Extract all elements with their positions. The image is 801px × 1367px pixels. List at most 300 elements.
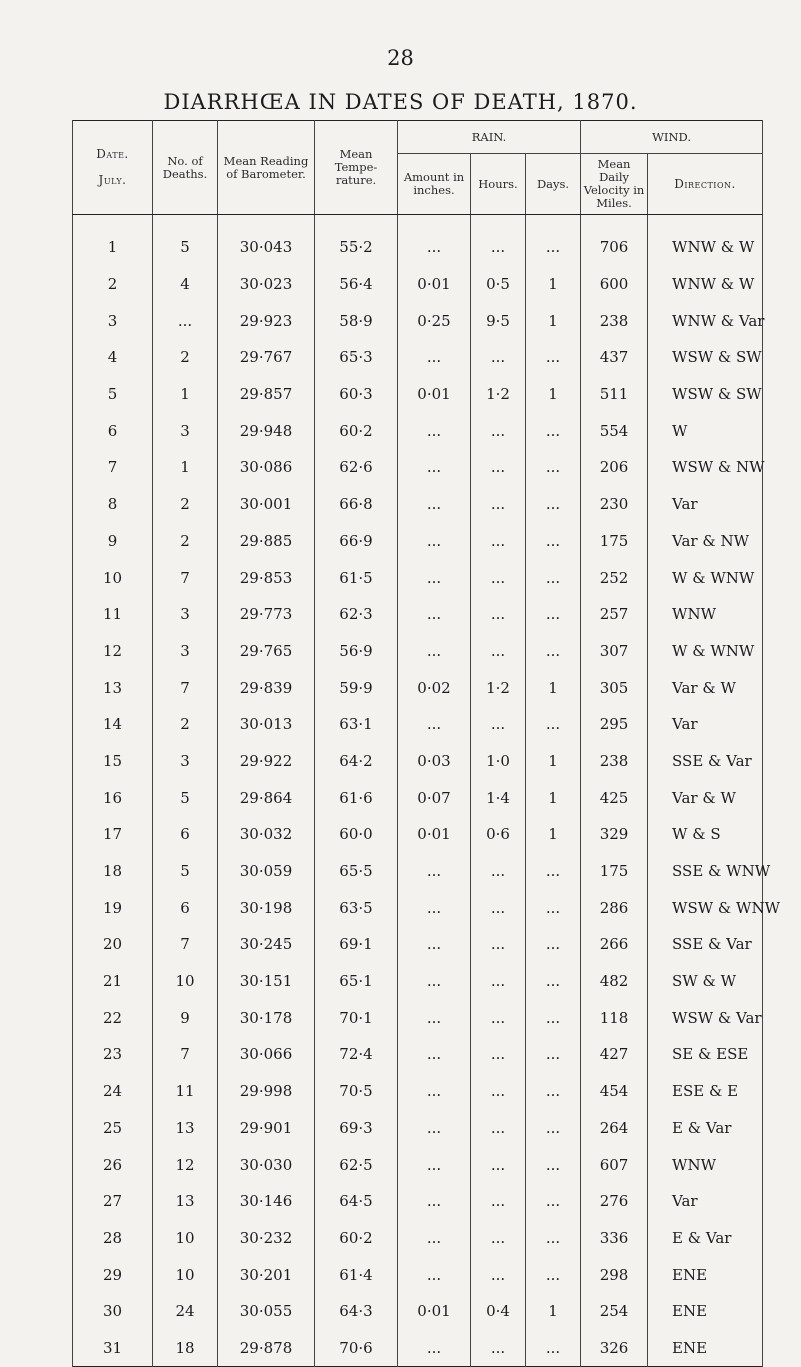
- wind-direction-cell: WNW & W: [648, 229, 763, 266]
- deaths-cell: 6: [153, 889, 218, 926]
- barometer-cell: 30·146: [218, 1183, 315, 1220]
- rain-amount-cell: ...: [398, 596, 471, 633]
- rain-days-cell: ...: [526, 706, 581, 743]
- rain-days-cell: ...: [526, 963, 581, 1000]
- wind-velocity-cell: 307: [581, 633, 648, 670]
- rain-days-cell: 1: [526, 743, 581, 780]
- barometer-cell: 30·032: [218, 816, 315, 853]
- date-cell: 19: [73, 889, 153, 926]
- date-cell: 22: [73, 999, 153, 1036]
- temperature-cell: 64·3: [315, 1293, 398, 1330]
- wind-direction-cell: W & WNW: [648, 559, 763, 596]
- barometer-cell: 29·885: [218, 523, 315, 560]
- date-column-header: [73, 121, 153, 215]
- rain-amount-cell: ...: [398, 1330, 471, 1367]
- rain-amount-cell: 0·25: [398, 302, 471, 339]
- table-body: [73, 215, 780, 1367]
- wind-direction-cell: SW & W: [648, 963, 763, 1000]
- table-row: [73, 816, 763, 853]
- rain-hours-cell: ...: [471, 1036, 526, 1073]
- deaths-cell: 13: [153, 1183, 218, 1220]
- rain-hours-cell: ...: [471, 449, 526, 486]
- rain-days-header: Days.: [526, 154, 581, 215]
- wind-group-header: WIND.: [581, 121, 763, 154]
- wind-direction-cell: SSE & Var: [648, 926, 763, 963]
- deaths-cell: 7: [153, 559, 218, 596]
- deaths-cell: 7: [153, 1036, 218, 1073]
- temperature-cell: 56·4: [315, 266, 398, 303]
- date-cell: 10: [73, 559, 153, 596]
- rain-hours-cell: ...: [471, 559, 526, 596]
- wind-direction-cell: WNW: [648, 1146, 763, 1183]
- temperature-cell: 62·6: [315, 449, 398, 486]
- temperature-column-header: Mean Tempe-rature.: [315, 121, 398, 215]
- rain-days-cell: ...: [526, 339, 581, 376]
- barometer-cell: 30·232: [218, 1220, 315, 1257]
- barometer-cell: 29·864: [218, 779, 315, 816]
- wind-velocity-header: Mean Daily Velocity in Miles.: [581, 154, 648, 215]
- rain-hours-cell: ...: [471, 633, 526, 670]
- barometer-cell: 30·201: [218, 1256, 315, 1293]
- barometer-cell: 29·765: [218, 633, 315, 670]
- rain-days-cell: ...: [526, 1073, 581, 1110]
- table-row: [73, 779, 763, 816]
- temperature-cell: 61·5: [315, 559, 398, 596]
- rain-hours-cell: ...: [471, 412, 526, 449]
- wind-direction-cell: WSW & WNW: [648, 889, 763, 926]
- wind-direction-cell: SSE & Var: [648, 743, 763, 780]
- temperature-cell: 65·3: [315, 339, 398, 376]
- barometer-cell: 29·857: [218, 376, 315, 413]
- table-row: [73, 926, 763, 963]
- table-row: [73, 486, 763, 523]
- rain-amount-cell: ...: [398, 926, 471, 963]
- date-cell: 3: [73, 302, 153, 339]
- rain-hours-cell: ...: [471, 229, 526, 266]
- wind-velocity-cell: 298: [581, 1256, 648, 1293]
- temperature-cell: 69·3: [315, 1110, 398, 1147]
- table-row: [73, 266, 763, 303]
- table-row: [73, 669, 763, 706]
- temperature-cell: 60·2: [315, 412, 398, 449]
- table-row: [73, 1073, 763, 1110]
- wind-direction-cell: Var & W: [648, 669, 763, 706]
- barometer-cell: 29·773: [218, 596, 315, 633]
- temperature-cell: 60·3: [315, 376, 398, 413]
- rain-hours-cell: 9·5: [471, 302, 526, 339]
- rain-days-cell: ...: [526, 486, 581, 523]
- wind-direction-cell: E & Var: [648, 1110, 763, 1147]
- table-row: [73, 853, 763, 890]
- rain-hours-cell: ...: [471, 1073, 526, 1110]
- temperature-cell: 70·5: [315, 1073, 398, 1110]
- rain-hours-cell: ...: [471, 523, 526, 560]
- rain-days-cell: ...: [526, 412, 581, 449]
- table-row: [73, 1110, 763, 1147]
- wind-velocity-cell: 482: [581, 963, 648, 1000]
- barometer-cell: 29·923: [218, 302, 315, 339]
- deaths-cell: 6: [153, 816, 218, 853]
- wind-direction-cell: W & WNW: [648, 633, 763, 670]
- date-cell: 29: [73, 1256, 153, 1293]
- temperature-cell: 70·1: [315, 999, 398, 1036]
- rain-days-cell: ...: [526, 1183, 581, 1220]
- rain-amount-cell: ...: [398, 999, 471, 1036]
- date-cell: 9: [73, 523, 153, 560]
- rain-group-header: RAIN.: [398, 121, 581, 154]
- rain-days-cell: 1: [526, 302, 581, 339]
- rain-hours-cell: ...: [471, 1220, 526, 1257]
- wind-velocity-cell: 326: [581, 1330, 648, 1367]
- barometer-column-header: Mean Reading of Barometer.: [218, 121, 315, 215]
- barometer-cell: 30·059: [218, 853, 315, 890]
- date-cell: 6: [73, 412, 153, 449]
- wind-direction-cell: Var: [648, 486, 763, 523]
- temperature-cell: 55·2: [315, 229, 398, 266]
- date-cell: 15: [73, 743, 153, 780]
- deaths-cell: 11: [153, 1073, 218, 1110]
- wind-direction-cell: E & Var: [648, 1220, 763, 1257]
- temperature-cell: 63·5: [315, 889, 398, 926]
- wind-direction-cell: WNW: [648, 596, 763, 633]
- rain-days-cell: ...: [526, 999, 581, 1036]
- wind-direction-cell: ENE: [648, 1256, 763, 1293]
- table-row: [73, 1256, 763, 1293]
- table-row: [73, 1220, 763, 1257]
- wind-direction-cell: WSW & Var: [648, 999, 763, 1036]
- rain-amount-cell: 0·02: [398, 669, 471, 706]
- rain-hours-cell: ...: [471, 1330, 526, 1367]
- wind-direction-cell: SE & ESE: [648, 1036, 763, 1073]
- table-row: [73, 633, 763, 670]
- table-row: [73, 1293, 763, 1330]
- rain-amount-cell: ...: [398, 889, 471, 926]
- rain-days-cell: 1: [526, 266, 581, 303]
- rain-days-cell: ...: [526, 1220, 581, 1257]
- rain-hours-cell: 1·2: [471, 669, 526, 706]
- deaths-cell: 5: [153, 229, 218, 266]
- date-cell: 24: [73, 1073, 153, 1110]
- temperature-cell: 72·4: [315, 1036, 398, 1073]
- table-row: [73, 1183, 763, 1220]
- wind-velocity-cell: 427: [581, 1036, 648, 1073]
- temperature-cell: 63·1: [315, 706, 398, 743]
- deaths-cell: 3: [153, 633, 218, 670]
- rain-hours-cell: ...: [471, 1146, 526, 1183]
- deaths-cell: 10: [153, 1256, 218, 1293]
- date-cell: 16: [73, 779, 153, 816]
- temperature-cell: 61·6: [315, 779, 398, 816]
- wind-velocity-cell: 238: [581, 302, 648, 339]
- deaths-cell: 3: [153, 596, 218, 633]
- table-row: [73, 743, 763, 780]
- date-header-label: Date.: [96, 147, 129, 161]
- wind-velocity-cell: 454: [581, 1073, 648, 1110]
- rain-amount-cell: ...: [398, 1256, 471, 1293]
- rain-amount-cell: ...: [398, 1036, 471, 1073]
- barometer-cell: 30·198: [218, 889, 315, 926]
- temperature-cell: 58·9: [315, 302, 398, 339]
- table-row: [73, 963, 763, 1000]
- barometer-cell: 30·245: [218, 926, 315, 963]
- rain-days-cell: ...: [526, 926, 581, 963]
- wind-velocity-cell: 706: [581, 229, 648, 266]
- date-cell: 21: [73, 963, 153, 1000]
- date-cell: 4: [73, 339, 153, 376]
- date-cell: 31: [73, 1330, 153, 1367]
- rain-amount-cell: ...: [398, 229, 471, 266]
- rain-hours-cell: ...: [471, 889, 526, 926]
- date-cell: 1: [73, 229, 153, 266]
- wind-velocity-cell: 329: [581, 816, 648, 853]
- page-title: DIARRHŒA IN DATES OF DEATH, 1870.: [163, 90, 638, 114]
- wind-velocity-cell: 305: [581, 669, 648, 706]
- rain-days-cell: ...: [526, 1256, 581, 1293]
- rain-hours-cell: ...: [471, 1183, 526, 1220]
- wind-velocity-cell: 425: [581, 779, 648, 816]
- deaths-cell: 24: [153, 1293, 218, 1330]
- wind-direction-cell: Var & NW: [648, 523, 763, 560]
- barometer-cell: 29·901: [218, 1110, 315, 1147]
- barometer-cell: 30·151: [218, 963, 315, 1000]
- date-cell: 30: [73, 1293, 153, 1330]
- rain-amount-cell: ...: [398, 1110, 471, 1147]
- table-row: [73, 523, 763, 560]
- rain-hours-cell: 0·6: [471, 816, 526, 853]
- rain-days-cell: ...: [526, 229, 581, 266]
- table-row: [73, 559, 763, 596]
- rain-hours-cell: ...: [471, 853, 526, 890]
- wind-direction-cell: W & S: [648, 816, 763, 853]
- deaths-cell: 2: [153, 486, 218, 523]
- barometer-cell: 30·043: [218, 229, 315, 266]
- rain-amount-cell: ...: [398, 559, 471, 596]
- temperature-cell: 59·9: [315, 669, 398, 706]
- wind-direction-cell: ENE: [648, 1293, 763, 1330]
- wind-velocity-cell: 252: [581, 559, 648, 596]
- wind-direction-cell: WSW & NW: [648, 449, 763, 486]
- deaths-cell: 10: [153, 963, 218, 1000]
- rain-days-cell: ...: [526, 1036, 581, 1073]
- wind-velocity-cell: 600: [581, 266, 648, 303]
- wind-direction-cell: W: [648, 412, 763, 449]
- rain-hours-cell: ...: [471, 926, 526, 963]
- rain-amount-cell: 0·03: [398, 743, 471, 780]
- rain-amount-cell: 0·01: [398, 376, 471, 413]
- rain-hours-cell: 1·2: [471, 376, 526, 413]
- deaths-cell: 4: [153, 266, 218, 303]
- deaths-cell: 9: [153, 999, 218, 1036]
- wind-direction-header: Direction.: [648, 154, 763, 215]
- rain-amount-cell: ...: [398, 706, 471, 743]
- wind-direction-cell: ESE & E: [648, 1073, 763, 1110]
- rain-amount-cell: 0·01: [398, 816, 471, 853]
- temperature-cell: 70·6: [315, 1330, 398, 1367]
- rain-amount-cell: 0·01: [398, 1293, 471, 1330]
- deaths-cell: 7: [153, 669, 218, 706]
- rain-hours-cell: ...: [471, 339, 526, 376]
- barometer-cell: 29·839: [218, 669, 315, 706]
- deaths-cell: 12: [153, 1146, 218, 1183]
- barometer-cell: 30·086: [218, 449, 315, 486]
- temperature-cell: 64·2: [315, 743, 398, 780]
- rain-amount-cell: ...: [398, 339, 471, 376]
- table-row: [73, 339, 763, 376]
- wind-velocity-cell: 254: [581, 1293, 648, 1330]
- rain-days-cell: ...: [526, 853, 581, 890]
- wind-direction-cell: Var: [648, 706, 763, 743]
- table-row: [73, 889, 763, 926]
- table-row: [73, 706, 763, 743]
- page-number: 28: [387, 46, 414, 70]
- rain-hours-cell: 0·5: [471, 266, 526, 303]
- table-row: [73, 302, 763, 339]
- wind-direction-cell: Var & W: [648, 779, 763, 816]
- rain-days-cell: ...: [526, 449, 581, 486]
- temperature-cell: 62·3: [315, 596, 398, 633]
- date-cell: 20: [73, 926, 153, 963]
- temperature-cell: 61·4: [315, 1256, 398, 1293]
- date-cell: 14: [73, 706, 153, 743]
- deaths-cell: 5: [153, 853, 218, 890]
- date-cell: 28: [73, 1220, 153, 1257]
- wind-velocity-cell: 175: [581, 853, 648, 890]
- wind-velocity-cell: 257: [581, 596, 648, 633]
- wind-velocity-cell: 238: [581, 743, 648, 780]
- barometer-cell: 30·066: [218, 1036, 315, 1073]
- deaths-cell: 1: [153, 376, 218, 413]
- rain-amount-cell: ...: [398, 412, 471, 449]
- table-row: [73, 596, 763, 633]
- deaths-cell: 3: [153, 743, 218, 780]
- rain-days-cell: ...: [526, 633, 581, 670]
- wind-direction-cell: WSW & SW: [648, 339, 763, 376]
- rain-days-cell: 1: [526, 1293, 581, 1330]
- date-cell: 5: [73, 376, 153, 413]
- rain-amount-cell: ...: [398, 853, 471, 890]
- month-header-label: July.: [98, 173, 127, 187]
- date-cell: 23: [73, 1036, 153, 1073]
- rain-days-cell: ...: [526, 596, 581, 633]
- wind-velocity-cell: 264: [581, 1110, 648, 1147]
- rain-amount-cell: ...: [398, 486, 471, 523]
- deaths-cell: 3: [153, 412, 218, 449]
- barometer-cell: 30·023: [218, 266, 315, 303]
- temperature-cell: 65·5: [315, 853, 398, 890]
- wind-velocity-cell: 266: [581, 926, 648, 963]
- rain-amount-header: Amount in inches.: [398, 154, 471, 215]
- wind-velocity-cell: 276: [581, 1183, 648, 1220]
- temperature-cell: 62·5: [315, 1146, 398, 1183]
- barometer-cell: 30·178: [218, 999, 315, 1036]
- temperature-cell: 65·1: [315, 963, 398, 1000]
- barometer-cell: 30·030: [218, 1146, 315, 1183]
- rain-amount-cell: ...: [398, 1146, 471, 1183]
- barometer-cell: 30·055: [218, 1293, 315, 1330]
- rain-hours-cell: ...: [471, 963, 526, 1000]
- rain-days-cell: ...: [526, 1330, 581, 1367]
- rain-amount-cell: 0·07: [398, 779, 471, 816]
- wind-velocity-cell: 554: [581, 412, 648, 449]
- deaths-column-header: No. of Deaths.: [153, 121, 218, 215]
- barometer-cell: 29·878: [218, 1330, 315, 1367]
- rain-hours-header: Hours.: [471, 154, 526, 215]
- rain-hours-cell: 1·0: [471, 743, 526, 780]
- temperature-cell: 56·9: [315, 633, 398, 670]
- deaths-cell: 10: [153, 1220, 218, 1257]
- barometer-cell: 29·922: [218, 743, 315, 780]
- barometer-cell: 30·013: [218, 706, 315, 743]
- rain-hours-cell: 1·4: [471, 779, 526, 816]
- table-row: [73, 229, 763, 266]
- table-row: [73, 412, 763, 449]
- rain-amount-cell: ...: [398, 1220, 471, 1257]
- temperature-cell: 69·1: [315, 926, 398, 963]
- rain-days-cell: 1: [526, 779, 581, 816]
- wind-velocity-cell: 295: [581, 706, 648, 743]
- wind-velocity-cell: 118: [581, 999, 648, 1036]
- wind-direction-cell: WNW & Var: [648, 302, 763, 339]
- date-cell: 27: [73, 1183, 153, 1220]
- date-cell: 2: [73, 266, 153, 303]
- barometer-cell: 30·001: [218, 486, 315, 523]
- table-row: [73, 1330, 763, 1367]
- wind-direction-cell: SSE & WNW: [648, 853, 763, 890]
- rain-days-cell: ...: [526, 523, 581, 560]
- date-cell: 11: [73, 596, 153, 633]
- date-cell: 13: [73, 669, 153, 706]
- temperature-cell: 64·5: [315, 1183, 398, 1220]
- rain-hours-cell: 0·4: [471, 1293, 526, 1330]
- rain-days-cell: 1: [526, 669, 581, 706]
- wind-velocity-cell: 437: [581, 339, 648, 376]
- date-cell: 7: [73, 449, 153, 486]
- barometer-cell: 29·767: [218, 339, 315, 376]
- wind-velocity-cell: 336: [581, 1220, 648, 1257]
- rain-hours-cell: ...: [471, 1256, 526, 1293]
- barometer-cell: 29·853: [218, 559, 315, 596]
- rain-amount-cell: ...: [398, 1073, 471, 1110]
- rain-hours-cell: ...: [471, 596, 526, 633]
- rain-hours-cell: ...: [471, 706, 526, 743]
- rain-amount-cell: ...: [398, 963, 471, 1000]
- wind-velocity-cell: 230: [581, 486, 648, 523]
- rain-amount-cell: ...: [398, 523, 471, 560]
- rain-amount-cell: ...: [398, 633, 471, 670]
- wind-velocity-cell: 607: [581, 1146, 648, 1183]
- date-cell: 8: [73, 486, 153, 523]
- wind-velocity-cell: 175: [581, 523, 648, 560]
- temperature-cell: 66·9: [315, 523, 398, 560]
- wind-velocity-cell: 286: [581, 889, 648, 926]
- wind-direction-cell: WNW & W: [648, 266, 763, 303]
- deaths-cell: 1: [153, 449, 218, 486]
- deaths-cell: 2: [153, 339, 218, 376]
- barometer-cell: 29·948: [218, 412, 315, 449]
- date-cell: 18: [73, 853, 153, 890]
- rain-amount-cell: ...: [398, 1183, 471, 1220]
- table-row: [73, 999, 763, 1036]
- deaths-cell: ...: [153, 302, 218, 339]
- rain-hours-cell: ...: [471, 1110, 526, 1147]
- temperature-cell: 60·0: [315, 816, 398, 853]
- rain-hours-cell: ...: [471, 486, 526, 523]
- rain-amount-cell: ...: [398, 449, 471, 486]
- wind-velocity-cell: 511: [581, 376, 648, 413]
- deaths-cell: 7: [153, 926, 218, 963]
- deaths-cell: 2: [153, 706, 218, 743]
- rain-days-cell: 1: [526, 376, 581, 413]
